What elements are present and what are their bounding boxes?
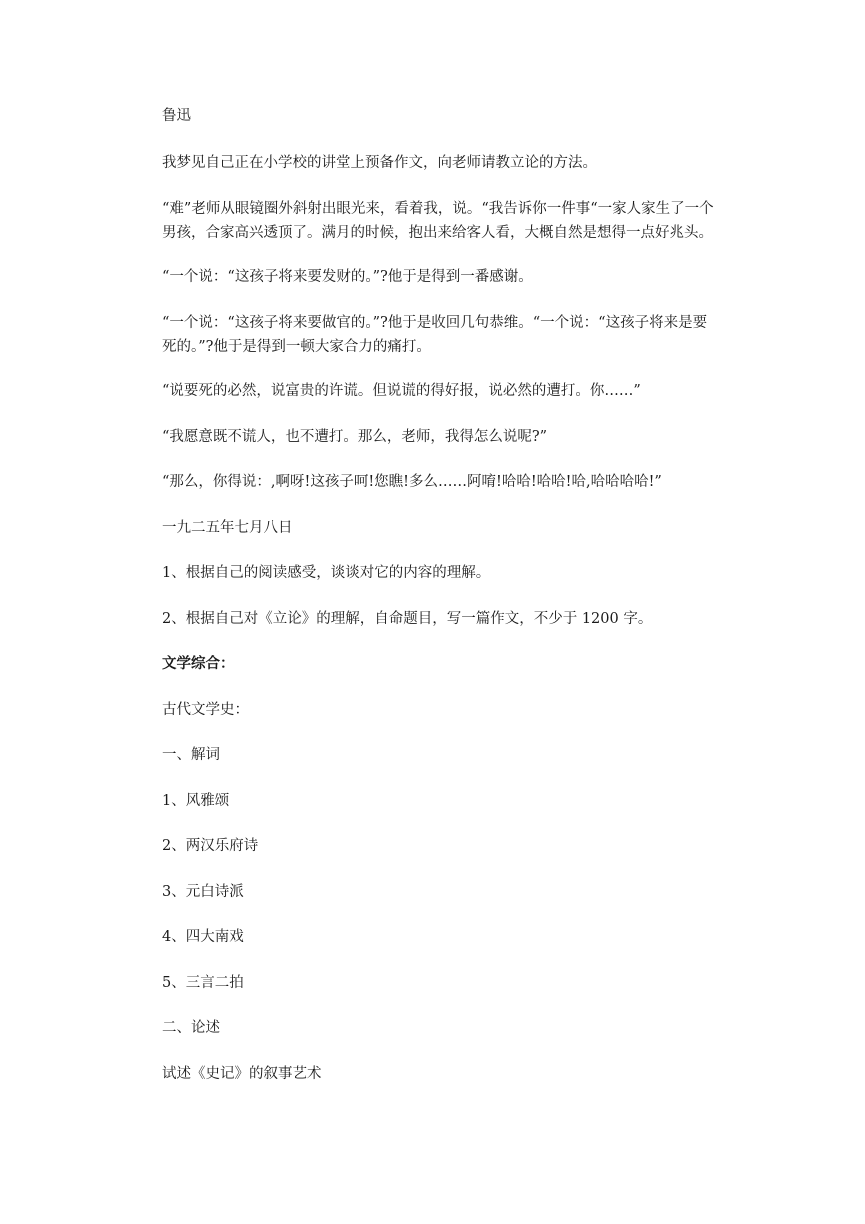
part-1-heading: 一、解词 — [162, 747, 220, 763]
paragraph-1: 我梦见自己正在小学校的讲堂上预备作文，向老师请教立论的方法。 — [162, 155, 597, 171]
question-2: 2、根据自己对《立论》的理解，自命题目，写一篇作文，不少于 1200 字。 — [162, 611, 653, 627]
part-2-heading: 二、论述 — [162, 1020, 220, 1036]
paragraph-4: “一个说：“这孩子将来要做官的。”?他于是收回几句恭维。“一个说：“这孩子将来是要死的。”?他于是得到一顿大家合力的痛打。 — [162, 315, 708, 355]
term-item: 2、两汉乐府诗 — [162, 838, 259, 854]
question-1: 1、根据自己的阅读感受，谈谈对它的内容的理解。 — [162, 565, 491, 581]
term-item: 4、四大南戏 — [162, 929, 244, 945]
term-item: 5、三言二拍 — [162, 975, 244, 991]
term-item: 1、风雅颂 — [162, 793, 230, 809]
section-title: 文学综合： — [162, 656, 235, 672]
author-line: 鲁迅 — [162, 108, 191, 124]
paragraph-6: “我愿意既不谎人，也不遭打。那么，老师，我得怎么说呢?” — [162, 429, 548, 445]
paragraph-3: “一个说：“这孩子将来要发财的。”?他于是得到一番感谢。 — [162, 269, 533, 285]
subsection-title: 古代文学史： — [162, 702, 249, 718]
date-line: 一九二五年七月八日 — [162, 520, 293, 536]
essay-question: 试述《史记》的叙事艺术 — [162, 1066, 322, 1082]
paragraph-2: “难”老师从眼镜圈外斜射出眼光来，看着我，说。“我告诉你一件事“一家人家生了一个男孩，合家高兴透顶了。满月的时候，抱出来给客人看，大概自然是想得一点好兆头。 — [162, 201, 714, 241]
paragraph-7: “那么，你得说：,啊呀!这孩子呵!您瞧!多么……阿唷!哈哈!哈哈!哈,哈哈哈哈!” — [162, 474, 662, 490]
term-item: 3、元白诗派 — [162, 884, 244, 900]
paragraph-5: “说要死的必然，说富贵的许谎。但说谎的得好报，说必然的遭打。你……” — [162, 383, 641, 399]
